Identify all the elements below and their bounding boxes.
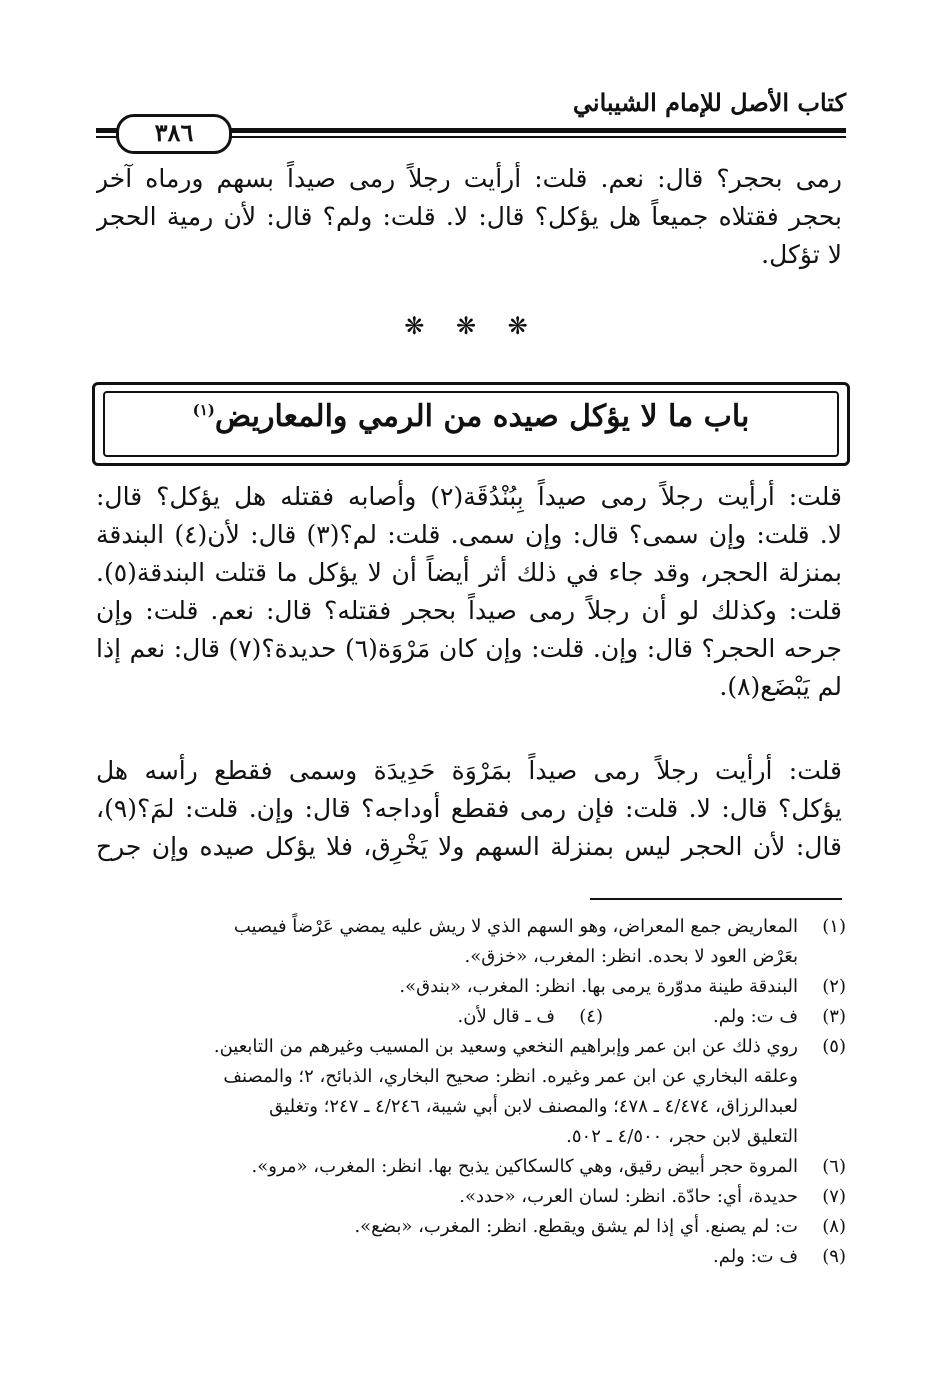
footnote-number: (٤): [579, 1006, 603, 1027]
footnote-5: [96, 1032, 846, 1152]
footnote-8: [96, 1212, 846, 1242]
footnote-text: لعبدالرزاق، ٤/٤٧٤ ـ ٤٧٨؛ والمصنف لابن أبي شيبة، ٤/٢٤٦ ـ ٢٤٧؛ وتغليق: [269, 1096, 798, 1117]
footnote-number: (٩): [822, 1246, 846, 1267]
text-line: رمى بحجر؟ قال: نعم. قلت: أرأيت رجلاً رمى صيداً بسهم ورماه آخر: [96, 164, 842, 193]
page-number: ٣٨٦: [116, 114, 232, 154]
footnote-6: [96, 1152, 846, 1182]
footnote-row-3-4: [96, 1002, 846, 1032]
section-ornament: ❋ ❋ ❋: [404, 312, 540, 340]
text-line: قلت: أرأيت رجلاً رمى صيداً بمَرْوَة حَدِيدَة وسمى فقطع رأسه هل: [96, 756, 842, 785]
chapter-title-text: باب ما لا يؤكل صيده من الرمي والمعاريض: [214, 399, 750, 434]
footnote-text: ف ـ قال لأن.: [457, 1006, 555, 1027]
footnote-separator: [590, 898, 842, 900]
footnote-4: [458, 1002, 603, 1032]
footnote-text: ف ت: ولم.: [713, 1246, 798, 1267]
footnote-number: (٨): [822, 1216, 846, 1237]
text-line: لا. قلت: وإن سمى؟ قال: وإن سمى. قلت: لم؟(٣) قال: لأن(٤) البندقة: [96, 520, 842, 549]
footnote-number: (٣): [822, 1006, 846, 1027]
footnote-text: المعاريض جمع المعراض، وهو السهم الذي لا ريش عليه يمضي عَرْضاً فيصيب: [233, 916, 798, 937]
footnote-number: (٧): [822, 1186, 846, 1207]
footnote-1: [96, 912, 846, 972]
footnote-text: المروة حجر أبيض رقيق، وهي كالسكاكين يذبح بها. انظر: المغرب، «مرو».: [251, 1156, 798, 1177]
footnote-2: [96, 972, 846, 1002]
text-line: قلت: وكذلك لو أن رجلاً رمى صيداً بحجر فقتله؟ قال: نعم. قلت: وإن: [96, 596, 842, 625]
footnote-mark: (١): [192, 401, 215, 419]
footnote-number: (٢): [822, 976, 846, 997]
text-line: قال: لأن الحجر ليس بمنزلة السهم ولا يَخْرِق، فلا يؤكل صيده وإن جرح: [96, 832, 842, 861]
intro-paragraph: [96, 160, 842, 274]
footnote-9: [96, 1242, 846, 1272]
footnote-text: وعلقه البخاري عن ابن عمر وغيره. انظر: صحيح البخاري، الذبائح، ٢؛ والمصنف: [223, 1066, 798, 1087]
text-line: يؤكل؟ قال: لا. قلت: فإن رمى فقطع أوداجه؟ قال: وإن. قلت: لمَ؟(٩)،: [96, 794, 842, 823]
footnote-7: [96, 1182, 846, 1212]
footnote-text: ف ت: ولم.: [713, 1006, 798, 1027]
paragraph-1: [96, 478, 842, 706]
footnote-text: بعَرْض العود لا بحده. انظر: المغرب، «خزق».: [464, 946, 798, 967]
text-line: جرحه الحجر؟ قال: وإن. قلت: وإن كان مَرْوَة(٦) حديدة؟(٧) قال: نعم إذا: [96, 634, 842, 663]
text-line: لم يَبْضَع(٨).: [719, 672, 842, 701]
footnote-text: روي ذلك عن ابن عمر وإبراهيم النخعي وسعيد بن المسيب وغيرهم من التابعين.: [213, 1036, 798, 1057]
footnote-number: (٦): [822, 1156, 846, 1177]
text-line: بمنزلة الحجر، وقد جاء في ذلك أثر أيضاً أن لا يؤكل ما قتلت البندقة(٥).: [96, 558, 842, 587]
footnote-number: (١): [822, 916, 846, 937]
footnote-3: [713, 1002, 846, 1032]
text-line: بحجر فقتلاه جميعاً هل يؤكل؟ قال: لا. قلت: ولم؟ قال: لأن رمية الحجر: [96, 202, 842, 231]
text-line: قلت: أرأيت رجلاً رمى صيداً بِبُنْدُقَة(٢) وأصابه فقتله هل يؤكل؟ قال:: [96, 482, 842, 511]
footnote-text: حديدة، أي: حادّة. انظر: لسان العرب، «حدد».: [459, 1186, 798, 1207]
book-title: كتاب الأصل للإمام الشيباني: [572, 88, 846, 117]
chapter-title-box: [92, 382, 850, 466]
running-header: [96, 88, 846, 152]
footnote-text: البندقة طينة مدوّرة يرمى بها. انظر: المغرب، «بندق».: [399, 976, 798, 997]
footnote-text: ت: لم يصنع. أي إذا لم يشق ويقطع. انظر: المغرب، «بضع».: [354, 1216, 798, 1237]
chapter-title: [95, 399, 847, 434]
text-line: لا تؤكل.: [761, 240, 842, 269]
footnotes: [96, 912, 846, 1272]
footnote-number: (٥): [822, 1036, 846, 1057]
footnote-text: التعليق لابن حجر، ٤/٥٠٠ ـ ٥٠٢.: [566, 1126, 798, 1147]
paragraph-2: [96, 752, 842, 866]
